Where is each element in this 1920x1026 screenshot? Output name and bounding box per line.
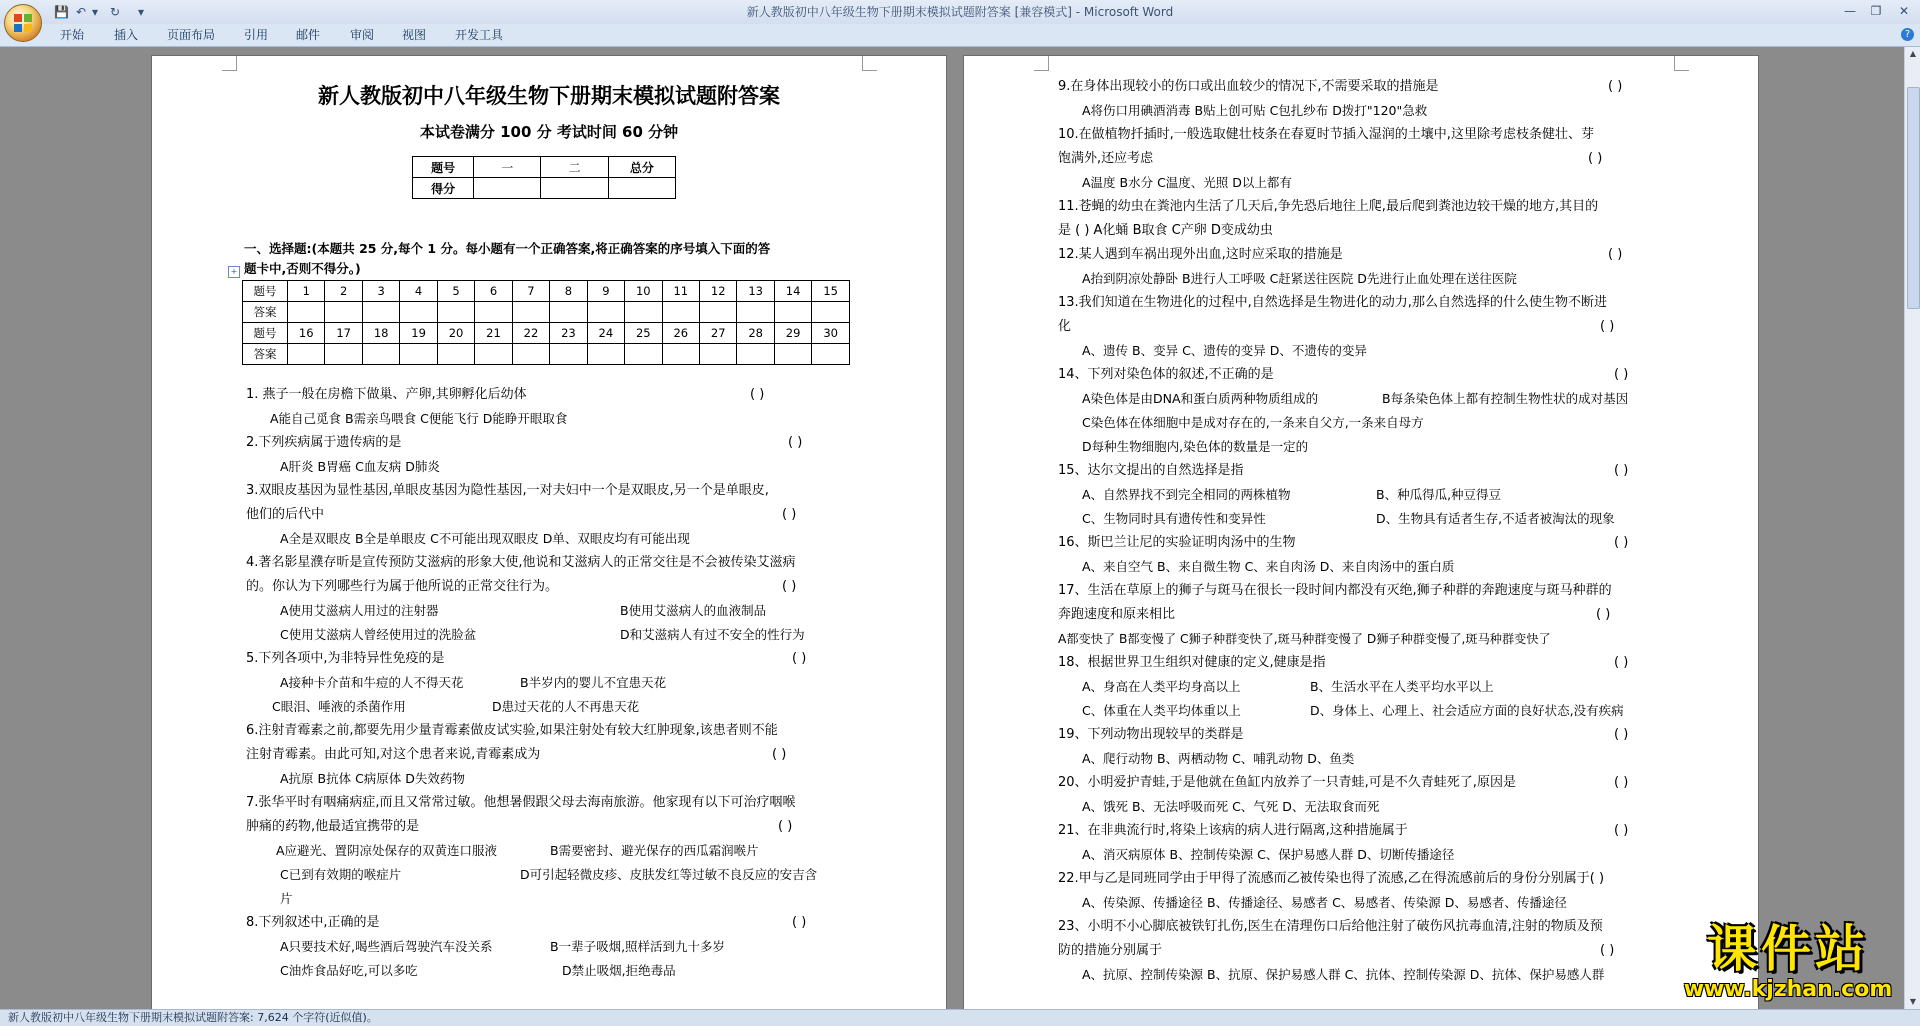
question-4: 4.著名影星濮存昕是宣传预防艾滋病的形象大使,他说和艾滋病人的正常交往是不会被传染艾滋病 [246, 555, 796, 570]
crop-mark [862, 56, 877, 71]
answer-number-cell: 12 [699, 281, 736, 302]
answer-number-cell: 26 [662, 323, 699, 344]
close-icon[interactable]: ✕ [1898, 4, 1910, 18]
answer-blank-cell[interactable] [325, 344, 362, 365]
option-14a: A染色体是由DNA和蛋白质两种物质组成的 [1082, 391, 1319, 406]
option-7b: B需要密封、避光保存的西瓜霜润喉片 [550, 843, 759, 858]
question-17-cont: 奔跑速度和原来相比 [1058, 607, 1176, 622]
answer-number-cell: 24 [587, 323, 624, 344]
question-22: 22.甲与乙是同班同学由于甲得了流感而乙被传染也得了流感,乙在得流感前后的身份分别属于( ) [1058, 871, 1605, 886]
score-table-cell: 得分 [413, 178, 474, 199]
score-table-cell[interactable] [474, 178, 541, 199]
options-1: A能自己觅食 B需亲鸟喂食 C便能飞行 D能睁开眼取食 [270, 411, 568, 426]
answer-blank-cell[interactable] [362, 302, 399, 323]
answer-number-cell: 5 [437, 281, 474, 302]
option-8c: C油炸食品好吃,可以多吃 [280, 963, 418, 978]
answer-blank-cell[interactable] [288, 344, 325, 365]
option-14b: B每条染色体上都有控制生物性状的成对基因 [1382, 391, 1629, 406]
options-23: A、抗原、控制传染源 B、抗原、保护易感人群 C、抗体、控制传染源 D、抗体、保护易感人群 [1082, 967, 1605, 982]
section-heading: 一、选择题:(本题共 25 分,每个 1 分。每小题有一个正确答案,将正确答案的序号填入下面的答 [244, 241, 771, 256]
score-table [412, 156, 676, 199]
answer-blank-cell[interactable] [625, 302, 662, 323]
restore-icon[interactable]: ❐ [1870, 4, 1882, 18]
answer-blank-cell[interactable] [512, 344, 549, 365]
save-icon[interactable]: 💾 [54, 5, 69, 19]
answer-paren: ( ) [1614, 823, 1629, 838]
tab-page-layout[interactable]: 页面布局 [167, 28, 216, 42]
option-8b: B一辈子吸烟,照样活到九十多岁 [550, 939, 726, 954]
answer-paren: ( ) [1600, 319, 1615, 334]
option-5d: D患过天花的人不再患天花 [492, 699, 640, 714]
question-3-cont: 他们的后代中 [246, 507, 325, 522]
answer-blank-cell[interactable] [587, 344, 624, 365]
question-1: 1. 燕子一般在房檐下做巢、产卵,其卵孵化后幼体 [246, 387, 527, 402]
options-9: A将伤口用碘酒消毒 B贴上创可贴 C包扎纱布 D拨打"120"急救 [1082, 103, 1428, 118]
tab-insert[interactable]: 插入 [114, 28, 139, 42]
answer-number-cell: 6 [475, 281, 512, 302]
answer-paren: ( ) [778, 819, 793, 834]
score-table-cell: 一 [474, 157, 541, 178]
question-6-cont: 注射青霉素。由此可知,对这个患者来说,青霉素成为 [246, 747, 541, 762]
question-13-cont: 化 [1058, 319, 1072, 334]
question-9: 9.在身体出现较小的伤口或出血较少的情况下,不需要采取的措施是 [1058, 79, 1439, 94]
answer-paren: ( ) [750, 387, 765, 402]
options-2: A肝炎 B胃癌 C血友病 D肺炎 [280, 459, 440, 474]
answer-blank-cell[interactable] [475, 344, 512, 365]
answer-blank-cell[interactable] [400, 302, 437, 323]
scroll-down-icon[interactable]: ▼ [1909, 997, 1917, 1006]
question-7: 7.张华平时有咽痛病症,而且又常常过敏。他想暑假跟父母去海南旅游。他家现有以下可治疗咽喉 [246, 795, 796, 810]
help-icon[interactable]: ? [1901, 28, 1914, 41]
status-text: 新人教版初中八年级生物下册期末模拟试题附答案: 7,624 个字符(近似值)。 [8, 1011, 378, 1024]
option-7d: D可引起轻微皮疹、皮肤发红等过敏不良反应的安吉含 [520, 867, 818, 882]
option-15d: D、生物具有适者生存,不适者被淘汰的现象 [1376, 511, 1615, 526]
undo-icon[interactable]: ↶ [76, 5, 87, 19]
window-title: 新人教版初中八年级生物下册期末模拟试题附答案 [兼容模式] - Microsoft Word [746, 5, 1174, 19]
vertical-scrollbar[interactable] [1904, 47, 1920, 1009]
option-15a: A、自然界找不到完全相同的两株植物 [1082, 487, 1291, 502]
score-table-cell: 题号 [413, 157, 474, 178]
answer-paren: ( ) [1614, 775, 1629, 790]
answer-paren: ( ) [1596, 607, 1611, 622]
answer-paren: ( ) [1588, 151, 1603, 166]
answer-blank-cell[interactable] [774, 302, 811, 323]
option-5a: A接种卡介苗和牛痘的人不得天花 [280, 675, 464, 690]
answer-blank-cell[interactable] [437, 344, 474, 365]
question-7-cont: 肿痛的药物,他最适宜携带的是 [246, 819, 420, 834]
answer-blank-cell[interactable] [587, 302, 624, 323]
option-14d: D每种生物细胞内,染色体的数量是一定的 [1082, 439, 1309, 454]
answer-blank-cell[interactable] [325, 302, 362, 323]
option-15c: C、生物同时具有遗传性和变异性 [1082, 511, 1266, 526]
options-10: A温度 B水分 C温度、光照 D以上都有 [1082, 175, 1292, 190]
watermark-title: 课件站 [1707, 920, 1869, 978]
customize-toolbar-icon[interactable]: ▾ [138, 5, 145, 19]
options-13: A、遗传 B、变异 C、遗传的变异 D、不遗传的变异 [1082, 343, 1367, 358]
answer-number-cell: 23 [550, 323, 587, 344]
question-23-cont: 防的措施分别属于 [1058, 943, 1163, 958]
answer-blank-cell[interactable] [625, 344, 662, 365]
option-4a: A使用艾滋病人用过的注射器 [280, 603, 439, 618]
answer-table-label: 答案 [243, 302, 288, 323]
option-4b: B使用艾滋病人的血液制品 [620, 603, 767, 618]
office-button[interactable] [4, 4, 42, 42]
tab-home[interactable]: 开始 [60, 28, 85, 42]
minimize-icon[interactable]: — [1844, 4, 1856, 18]
answer-number-cell: 8 [550, 281, 587, 302]
answer-blank-cell[interactable] [288, 302, 325, 323]
answer-number-cell: 19 [400, 323, 437, 344]
answer-blank-cell[interactable] [699, 344, 736, 365]
options-22: A、传染源、传播途径 B、传播途径、易感者 C、易感者、传染源 D、易感者、传播途径 [1082, 895, 1567, 910]
crop-mark [1674, 56, 1689, 71]
answer-blank-cell[interactable] [699, 302, 736, 323]
option-7c: C已到有效期的喉症片 [280, 867, 402, 882]
answer-number-cell: 21 [475, 323, 512, 344]
answer-paren: ( ) [788, 435, 803, 450]
tab-references[interactable]: 引用 [244, 28, 269, 42]
answer-blank-cell[interactable] [437, 302, 474, 323]
answer-number-cell: 29 [774, 323, 811, 344]
document-title: 新人教版初中八年级生物下册期末模拟试题附答案 [318, 84, 780, 108]
score-table-cell: 二 [541, 157, 608, 178]
option-18a: A、身高在人类平均身高以上 [1082, 679, 1241, 694]
answer-table-label: 题号 [243, 323, 288, 344]
question-11-cont: 是 ( ) A化蛹 B取食 C产卵 D变成幼虫 [1058, 223, 1273, 238]
redo-icon[interactable]: ↻ [110, 5, 121, 19]
office-logo-icon [14, 14, 32, 32]
options-19: A、爬行动物 B、两栖动物 C、哺乳动物 D、鱼类 [1082, 751, 1355, 766]
answer-blank-cell[interactable] [812, 344, 850, 365]
question-16: 16、斯巴兰让尼的实验证明肉汤中的生物 [1058, 535, 1296, 550]
answer-number-cell: 28 [737, 323, 774, 344]
answer-table-label: 题号 [243, 281, 288, 302]
question-19: 19、下列动物出现较早的类群是 [1058, 727, 1244, 742]
answer-number-cell: 18 [362, 323, 399, 344]
site-watermark [1668, 920, 1908, 1006]
options-16: A、来自空气 B、来自微生物 C、来自肉汤 D、来自肉汤中的蛋白质 [1082, 559, 1455, 574]
answer-number-cell: 1 [288, 281, 325, 302]
answer-paren: ( ) [1614, 727, 1629, 742]
question-12: 12.某人遇到车祸出现外出血,这时应采取的措施是 [1058, 247, 1343, 262]
options-20: A、饿死 B、无法呼吸而死 C、气死 D、无法取食而死 [1082, 799, 1380, 814]
option-4d: D和艾滋病人有过不安全的性行为 [620, 627, 805, 642]
answer-paren: ( ) [782, 507, 797, 522]
answer-blank-cell[interactable] [737, 302, 774, 323]
answer-paren: ( ) [792, 651, 807, 666]
option-8a: A只要技术好,喝些酒后驾驶汽车没关系 [280, 939, 493, 954]
option-8d: D禁止吸烟,拒绝毒品 [562, 963, 676, 978]
question-4-cont: 的。你认为下列哪些行为属于他所说的正常交往行为。 [246, 579, 559, 594]
option-5b: B半岁内的婴儿不宜患天花 [520, 675, 667, 690]
answer-number-cell: 7 [512, 281, 549, 302]
section-heading: 题卡中,否则不得分。) [244, 261, 361, 276]
answer-number-cell: 22 [512, 323, 549, 344]
answer-paren: ( ) [1614, 463, 1629, 478]
question-13: 13.我们知道在生物进化的过程中,自然选择是生物进化的动力,那么自然选择的什么使生物不断进 [1058, 295, 1607, 310]
question-14: 14、下列对染色体的叙述,不正确的是 [1058, 367, 1274, 382]
question-6: 6.注射青霉素之前,都要先用少量青霉素做皮试实验,如果注射处有较大红肿现象,该患者则不能 [246, 723, 778, 738]
answer-blank-cell[interactable] [362, 344, 399, 365]
answer-blank-cell[interactable] [812, 302, 850, 323]
question-18: 18、根据世界卫生组织对健康的定义,健康是指 [1058, 655, 1326, 670]
document-subtitle: 本试卷满分 100 分 考试时间 60 分钟 [419, 123, 679, 141]
status-bar [0, 1009, 1920, 1026]
answer-number-cell: 13 [737, 281, 774, 302]
answer-number-cell: 14 [774, 281, 811, 302]
option-5c: C眼泪、唾液的杀菌作用 [272, 699, 406, 714]
question-3: 3.双眼皮基因为显性基因,单眼皮基因为隐性基因,一对夫妇中一个是双眼皮,另一个是单眼皮, [246, 483, 769, 498]
answer-paren: ( ) [792, 915, 807, 930]
question-21: 21、在非典流行时,将染上该病的病人进行隔离,这种措施属于 [1058, 823, 1408, 838]
option-15b: B、种瓜得瓜,种豆得豆 [1376, 487, 1502, 502]
option-7d-cont: 片 [280, 891, 293, 906]
answer-paren: ( ) [1600, 943, 1615, 958]
answer-blank-cell[interactable] [662, 302, 699, 323]
answer-blank-cell[interactable] [774, 344, 811, 365]
answer-blank-cell[interactable] [475, 302, 512, 323]
document-page-1[interactable] [152, 56, 946, 1009]
crop-mark [1034, 56, 1049, 71]
answer-paren: ( ) [1608, 79, 1623, 94]
answer-number-cell: 16 [288, 323, 325, 344]
answer-table [242, 280, 850, 365]
title-bar [0, 0, 1920, 25]
answer-paren: ( ) [782, 579, 797, 594]
question-10: 10.在做植物扦插时,一般选取健壮枝条在春夏时节插入湿润的土壤中,这里除考虑枝条健壮、芽 [1058, 127, 1594, 142]
options-6: A抗原 B抗体 C病原体 D失效药物 [280, 771, 465, 786]
answer-number-cell: 10 [625, 281, 662, 302]
answer-number-cell: 17 [325, 323, 362, 344]
score-table-cell[interactable] [608, 178, 675, 199]
options-17: A都变快了 B都变慢了 C狮子种群变快了,斑马种群变慢了 D狮子种群变慢了,斑马种群变快了 [1058, 632, 1551, 646]
answer-paren: ( ) [1614, 367, 1629, 382]
answer-blank-cell[interactable] [550, 302, 587, 323]
options-21: A、消灭病原体 B、控制传染源 C、保护易感人群 D、切断传播途径 [1082, 847, 1455, 862]
watermark-url: www.kjzhan.com [1683, 977, 1893, 1002]
answer-number-cell: 30 [812, 323, 850, 344]
tab-view[interactable]: 视图 [402, 28, 427, 42]
answer-paren: ( ) [772, 747, 787, 762]
question-10-cont: 饱满外,还应考虑 [1058, 151, 1154, 166]
option-7a: A应避光、置阴凉处保存的双黄连口服液 [276, 843, 498, 858]
question-5: 5.下列各项中,为非特异性免疫的是 [246, 651, 445, 666]
undo-dropdown-icon[interactable]: ▾ [92, 5, 99, 19]
question-11: 11.苍蝇的幼虫在粪池内生活了几天后,争先恐后地往上爬,最后爬到粪池边较干燥的地方,其目的 [1058, 199, 1599, 214]
question-8: 8.下列叙述中,正确的是 [246, 915, 380, 930]
question-15: 15、达尔文提出的自然选择是指 [1058, 463, 1244, 478]
options-3: A全是双眼皮 B全是单眼皮 C不可能出现双眼皮 D单、双眼皮均有可能出现 [280, 531, 690, 546]
crop-mark [222, 56, 237, 71]
option-18c: C、体重在人类平均体重以上 [1082, 703, 1241, 718]
answer-number-cell: 4 [400, 281, 437, 302]
table-move-handle-icon[interactable]: + [228, 266, 240, 278]
question-17: 17、生活在草原上的狮子与斑马在很长一段时间内都没有灭绝,狮子种群的奔跑速度与斑马种群的 [1058, 583, 1612, 598]
scroll-up-icon[interactable]: ▲ [1909, 49, 1917, 58]
answer-paren: ( ) [1614, 535, 1629, 550]
option-14c: C染色体在体细胞中是成对存在的,一条来自父方,一条来自母方 [1082, 415, 1424, 430]
score-table-cell: 总分 [608, 157, 675, 178]
answer-blank-cell[interactable] [737, 344, 774, 365]
option-18d: D、身体上、心理上、社会适应方面的良好状态,没有疾病 [1310, 703, 1624, 718]
tab-review[interactable]: 审阅 [350, 28, 375, 42]
answer-number-cell: 3 [362, 281, 399, 302]
tab-developer[interactable]: 开发工具 [455, 28, 504, 42]
answer-blank-cell[interactable] [550, 344, 587, 365]
answer-paren: ( ) [1608, 247, 1623, 262]
answer-blank-cell[interactable] [400, 344, 437, 365]
answer-blank-cell[interactable] [662, 344, 699, 365]
answer-table-label: 答案 [243, 344, 288, 365]
answer-number-cell: 2 [325, 281, 362, 302]
ribbon-tab-bar [0, 24, 1920, 47]
question-23: 23、小明不小心脚底被铁钉扎伤,医生在清理伤口后给他注射了破伤风抗毒血清,注射的物质及预 [1058, 919, 1603, 934]
answer-number-cell: 9 [587, 281, 624, 302]
answer-number-cell: 20 [437, 323, 474, 344]
answer-number-cell: 11 [662, 281, 699, 302]
score-table-cell[interactable] [541, 178, 608, 199]
question-20: 20、小明爱护青蛙,于是他就在鱼缸内放养了一只青蛙,可是不久青蛙死了,原因是 [1058, 775, 1516, 790]
options-12: A抬到阴凉处静卧 B进行人工呼吸 C赶紧送往医院 D先进行止血处理在送往医院 [1082, 271, 1517, 286]
tab-mailings[interactable]: 邮件 [296, 28, 321, 42]
answer-number-cell: 25 [625, 323, 662, 344]
option-4c: C使用艾滋病人曾经使用过的洗脸盆 [280, 627, 477, 642]
answer-blank-cell[interactable] [512, 302, 549, 323]
question-2: 2.下列疾病属于遗传病的是 [246, 435, 402, 450]
option-18b: B、生活水平在人类平均水平以上 [1310, 679, 1494, 694]
document-page-2[interactable] [964, 56, 1758, 1009]
answer-number-cell: 15 [812, 281, 850, 302]
scrollbar-thumb[interactable] [1907, 87, 1920, 309]
answer-number-cell: 27 [699, 323, 736, 344]
answer-paren: ( ) [1614, 655, 1629, 670]
